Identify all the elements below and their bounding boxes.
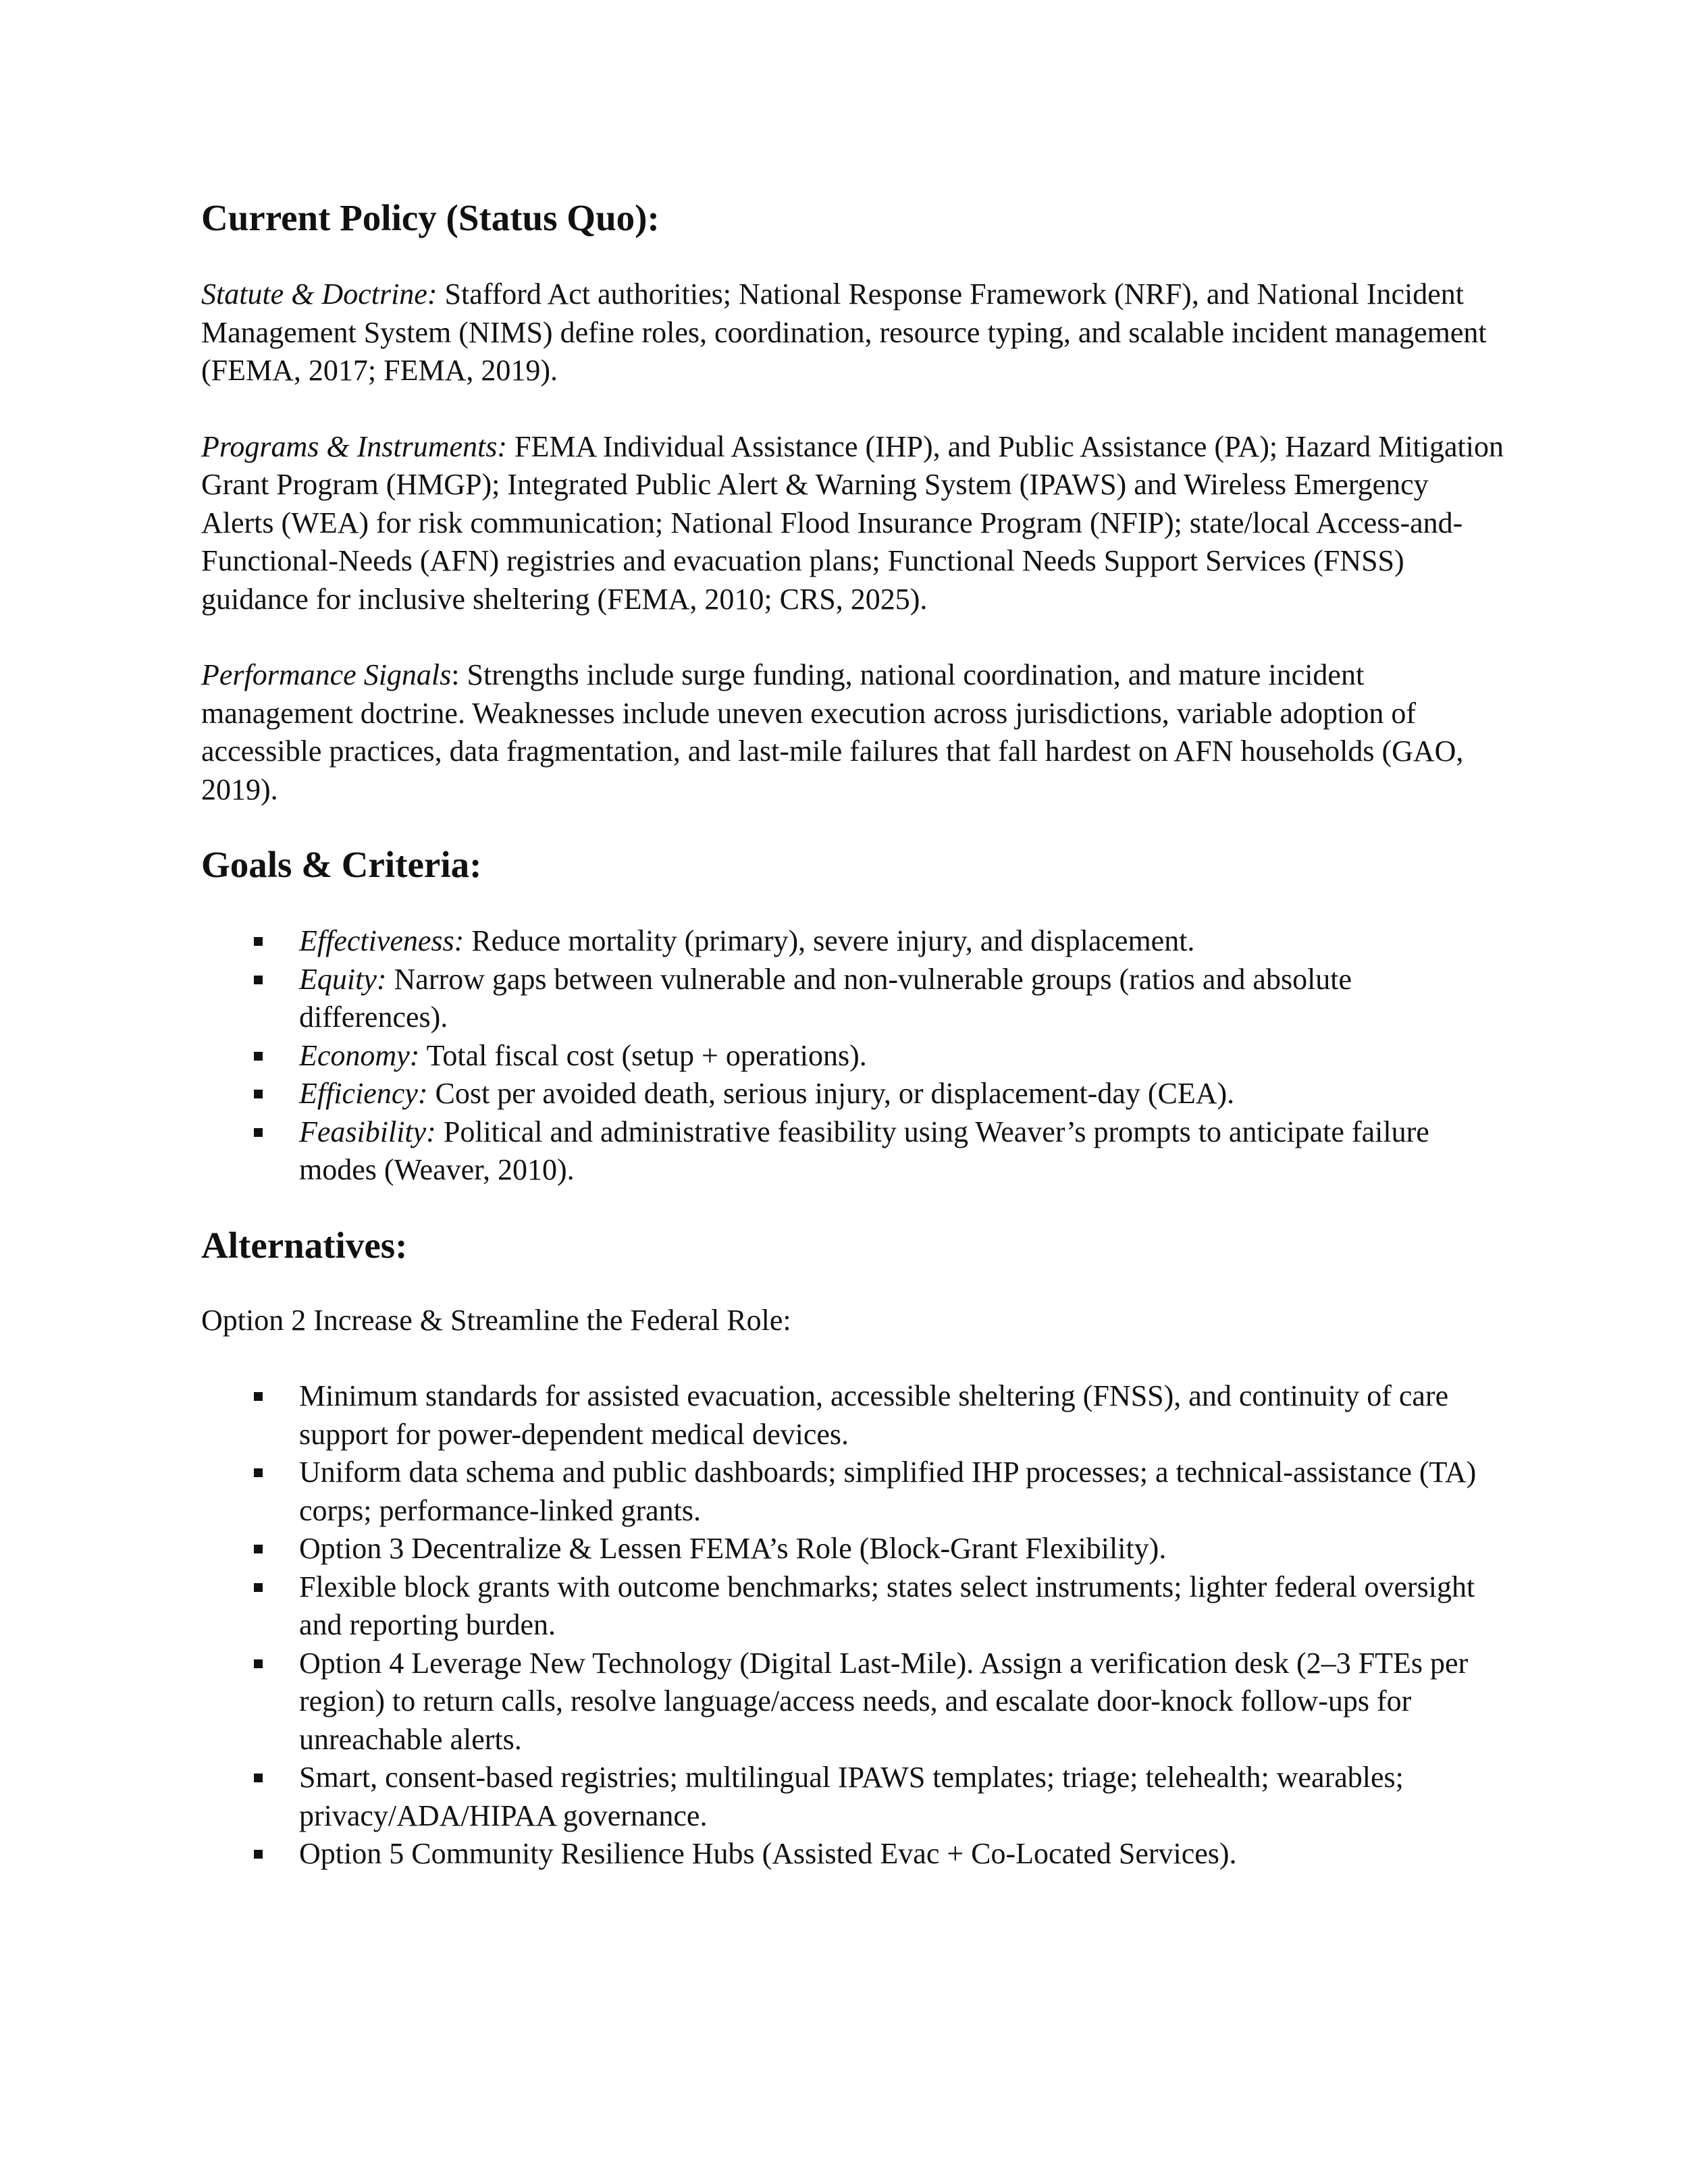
square-bullet-icon	[254, 1583, 263, 1592]
goal-item-equity	[201, 961, 1504, 1037]
alternative-text: Option 5 Community Resilience Hubs (Assisted Evac + Co-Located Services).	[299, 1837, 1237, 1870]
alternatives-list	[201, 1377, 1504, 1873]
alternative-item	[201, 1377, 1504, 1454]
square-bullet-icon	[254, 976, 263, 984]
goal-term: Feasibility:	[299, 1115, 436, 1148]
square-bullet-icon	[254, 1392, 263, 1401]
alternative-item	[201, 1645, 1504, 1759]
current-policy-heading: Current Policy (Status Quo):	[201, 197, 660, 238]
alternative-text: Minimum standards for assisted evacuation, accessible sheltering (FNSS), and continuity of care support for power-dependent medical devices.	[299, 1379, 1449, 1451]
alternative-text: Uniform data schema and public dashboards; simplified IHP processes; a technical-assistance (TA) corps; performance-linked grants.	[299, 1456, 1477, 1527]
square-bullet-icon	[254, 1468, 263, 1477]
performance-text: : Strengths include surge funding, national coordination, and mature incident management doctrine. Weaknesses include uneven execution across jurisdictions, variable adoption of accessible practices, data fragmentation, and last-mile failures that fall hardest on AFN households (GAO, 2019).	[201, 658, 1464, 806]
square-bullet-icon	[254, 1659, 263, 1668]
alternatives-heading: Alternatives:	[201, 1224, 408, 1266]
alternative-item	[201, 1454, 1504, 1530]
alternative-text: Option 4 Leverage New Technology (Digital Last-Mile). Assign a verification desk (2–3 FTEs per region) to return calls, resolve language/access needs, and escalate door-knock follow-ups for unreachable alerts.	[299, 1646, 1469, 1756]
document-page	[201, 196, 1504, 1873]
goal-item-feasibility	[201, 1113, 1504, 1190]
performance-lead: Performance Signals	[201, 658, 452, 691]
alternative-item	[201, 1835, 1504, 1873]
performance-paragraph	[201, 656, 1504, 809]
goal-item-effectiveness	[201, 922, 1504, 961]
goal-term: Equity:	[299, 962, 387, 996]
alternative-text: Flexible block grants with outcome benchmarks; states select instruments; lighter federal oversight and reporting burden.	[299, 1570, 1475, 1641]
alternative-item	[201, 1568, 1504, 1645]
goal-item-efficiency	[201, 1075, 1504, 1113]
alternative-text: Smart, consent-based registries; multilingual IPAWS templates; triage; telehealth; wearables; privacy/ADA/HIPAA governance.	[299, 1761, 1404, 1832]
goal-term: Effectiveness:	[299, 924, 465, 957]
goal-text: Total fiscal cost (setup + operations).	[419, 1038, 867, 1072]
alternative-item	[201, 1759, 1504, 1835]
square-bullet-icon	[254, 1850, 263, 1859]
programs-lead: Programs & Instruments:	[201, 429, 508, 463]
statute-paragraph	[201, 275, 1504, 390]
alternative-text: Option 3 Decentralize & Lessen FEMA’s Role (Block-Grant Flexibility).	[299, 1532, 1167, 1565]
alternative-item	[201, 1530, 1504, 1568]
programs-paragraph	[201, 428, 1504, 619]
statute-lead: Statute & Doctrine:	[201, 277, 438, 311]
square-bullet-icon	[254, 1545, 263, 1553]
statute-text: Stafford Act authorities; National Response Framework (NRF), and National Incident Management System (NIMS) define roles, coordination, resource typing, and scalable incident management (FEMA, 2017; FEMA, 2019).	[201, 277, 1487, 387]
goal-term: Economy:	[299, 1038, 420, 1072]
goals-heading: Goals & Criteria:	[201, 844, 482, 885]
square-bullet-icon	[254, 1128, 263, 1137]
square-bullet-icon	[254, 1052, 263, 1061]
goals-list	[201, 922, 1504, 1190]
goal-item-economy	[201, 1037, 1504, 1075]
square-bullet-icon	[254, 937, 263, 946]
goal-term: Efficiency:	[299, 1077, 428, 1110]
goal-text: Reduce mortality (primary), severe injury, and displacement.	[464, 924, 1195, 957]
square-bullet-icon	[254, 1090, 263, 1098]
goal-text: Cost per avoided death, serious injury, or displacement-day (CEA).	[427, 1077, 1235, 1110]
square-bullet-icon	[254, 1774, 263, 1782]
goal-text: Political and administrative feasibility using Weaver’s prompts to anticipate failure modes (Weaver, 2010).	[299, 1115, 1429, 1186]
option-intro: Option 2 Increase & Streamline the Federal Role:	[201, 1303, 791, 1337]
programs-text: FEMA Individual Assistance (IHP), and Public Assistance (PA); Hazard Mitigation Grant Program (HMGP); Integrated Public Alert & Warning System (IPAWS) and Wireless Emergency Alerts (WEA) for risk communication; National Flood Insurance Program (NFIP); state/local Access-and-Functional-Needs (AFN) registries and evacuation plans; Functional Needs Support Services (FNSS) guidance for inclusive sheltering (FEMA, 2010; CRS, 2025).	[201, 429, 1504, 616]
goal-text: Narrow gaps between vulnerable and non-vulnerable groups (ratios and absolute differences).	[299, 962, 1352, 1034]
